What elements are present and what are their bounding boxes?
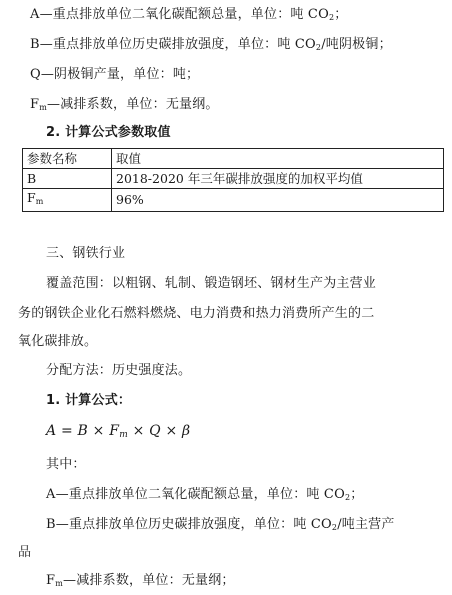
table-header-cell: 取值 xyxy=(112,149,444,169)
subscript: 2 xyxy=(328,13,335,22)
allocation-formula xyxy=(46,422,190,444)
coverage-line-1: 覆盖范围：以粗钢、轧制、锻造钢坯、钢材生产为主营业 xyxy=(46,276,377,291)
table-cell-name xyxy=(23,189,112,212)
table-cell-value: 96% xyxy=(112,189,444,212)
definition-end: —减排系数，单位：无量纲。 xyxy=(47,97,219,112)
formula-part: A = B × F xyxy=(46,423,120,439)
definition-a-steel xyxy=(46,486,363,507)
subscript: m xyxy=(35,197,44,206)
table-row xyxy=(23,189,444,212)
definition-text: B—重点排放单位历史碳排放强度，单位：吨 CO xyxy=(46,517,332,532)
definition-end: ； xyxy=(334,7,348,22)
definition-f-cu xyxy=(30,96,219,117)
subscript: 2 xyxy=(344,493,351,502)
where-label: 其中： xyxy=(46,457,86,472)
definition-text: A—重点排放单位二氧化碳配额总量，单位：吨 CO xyxy=(46,487,345,502)
subscript: 2 xyxy=(331,523,338,532)
definition-f-steel xyxy=(46,572,235,593)
definition-q xyxy=(30,66,199,84)
coverage-line-3: 氧化碳排放。 xyxy=(18,334,98,349)
definition-end: —减排系数，单位：无量纲； xyxy=(63,573,235,588)
formula-part: × Q × β xyxy=(127,423,191,439)
definition-text: A—重点排放单位二氧化碳配额总量，单位：吨 CO xyxy=(30,7,329,22)
definition-text: Q—阴极铜产量，单位：吨； xyxy=(30,67,200,82)
heading-parameter-values: 2. 计算公式参数取值 xyxy=(46,125,171,140)
coverage-line-2: 务的钢铁企业化石燃料燃烧、电力消费和热力消费所产生的二 xyxy=(18,306,375,321)
table-cell-name xyxy=(23,169,112,189)
definition-a-cu xyxy=(30,6,347,27)
table-header-row xyxy=(23,149,444,169)
table-cell-value: 2018-2020 年三年碳排放强度的加权平均值 xyxy=(112,169,444,189)
definition-symbol: F xyxy=(46,573,56,588)
subscript: m xyxy=(55,579,64,588)
subscript: 2 xyxy=(315,43,322,52)
allocation-method: 分配方法：历史强度法。 xyxy=(46,363,192,378)
subscript: m xyxy=(119,430,128,440)
parameter-table xyxy=(22,148,444,212)
table-header-cell: 参数名称 xyxy=(23,149,112,169)
definition-symbol: F xyxy=(30,97,40,112)
param-symbol: F xyxy=(27,190,36,205)
definition-b-steel-continued: 品 xyxy=(18,545,32,560)
section-heading-steel: 三、钢铁行业 xyxy=(46,246,126,261)
definition-b-cu xyxy=(30,36,392,57)
definition-end: /吨阴极铜； xyxy=(321,37,392,52)
heading-formula: 1. 计算公式： xyxy=(46,393,132,408)
definition-b-steel xyxy=(46,516,395,537)
table-row xyxy=(23,169,444,189)
definition-end: /吨主营产 xyxy=(337,517,395,532)
definition-text: B—重点排放单位历史碳排放强度，单位：吨 CO xyxy=(30,37,316,52)
param-symbol: B xyxy=(27,170,37,186)
subscript: m xyxy=(39,103,48,112)
definition-end: ； xyxy=(350,487,364,502)
